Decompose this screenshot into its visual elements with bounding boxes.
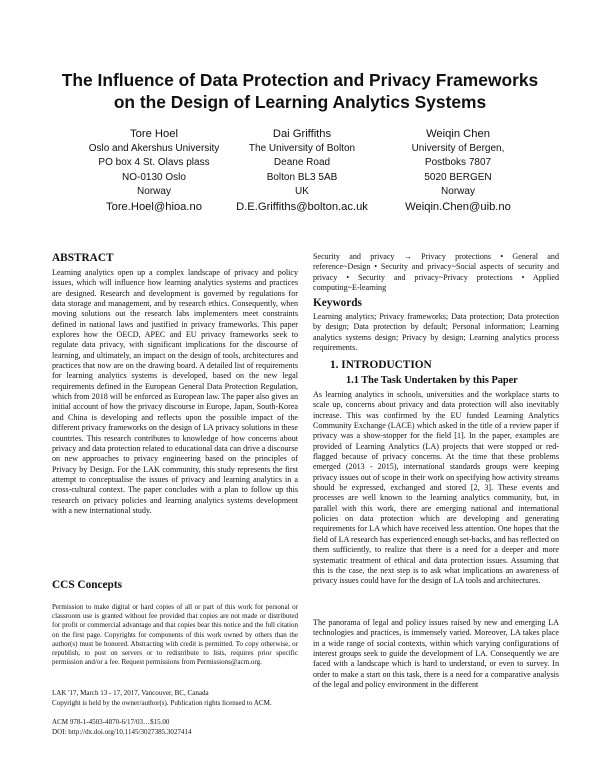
abstract-heading: ABSTRACT [52,252,114,264]
author-affiliation: University of Bergen, [411,143,505,155]
author-city: Bolton BL3 5AB [266,171,338,183]
author-email[interactable]: Weiqin.Chen@uib.no [405,201,511,214]
author-block-2 [212,127,392,214]
ccs-text: Security and privacy → Privacy protections • General and reference~Design • Security and privacy~Social aspects of security and privacy • Security and privacy~Privacy protections • Applied computing~E-learning [313,252,559,293]
author-address: Deane Road [273,157,331,169]
author-name: Dai Griffiths [272,128,332,140]
ccs-heading: CCS Concepts [52,579,122,591]
conference-line: LAK '17, March 13 - 17, 2017, Vancouver, BC, Canada [52,689,209,697]
subsection-heading: 1.1 The Task Undertaken by this Paper [346,375,518,386]
author-address: Postboks 7807 [424,157,492,169]
author-affiliation: Oslo and Akershus University [88,143,220,155]
author-affiliation: The University of Bolton [248,143,356,155]
author-city: NO-0130 Oslo [122,171,186,183]
introduction-heading: 1. INTRODUCTION [330,359,432,371]
author-email[interactable]: Tore.Hoel@hioa.no [106,201,202,214]
author-email[interactable]: D.E.Griffiths@bolton.ac.uk [236,201,368,214]
abstract-text: Learning analytics open up a complex landscape of privacy and policy issues, which will influence how learning analytics systems and practices are designed. Research and development is governed by regulations for data storage and management, and by research ethics. Consequently, when moving solutions out the research labs implementers meet constraints defined in national laws and justified in privacy frameworks. This paper explores how the OECD, APEC and EU privacy frameworks seek to regulate data privacy, with significant implications for the discourse of learning, and ultimately, an impact on the design of tools, architectures and practices that now are on the drawing board. A detailed list of requirements for learning analytics systems is developed, based on the new legal requirements defined in the European General Data Protection Regulation, which from 2018 will be enforced as European law. The paper also gives an initial account of how the privacy discourse in Europe, Japan, South-Korea and China is developing and reflects upon the possible impact of the different privacy frameworks on the design of LA privacy solutions in these countries. This research contributes to knowledge of how concerns about privacy and data protection related to educational data can drive a discourse on new approaches to privacy engineering based on the principles of Privacy by Design. For the LAK community, this study represents the first attempt to conceptualise the issues of privacy and learning analytics in a cross-cultural context. The paper concludes with a plan to follow up this research on privacy policies and learning analytics systems development with a new international study. [52,268,298,515]
permission-notice: Permission to make digital or hard copies of all or part of this work for personal or classroom use is granted without fee provided that copies are not made or distributed for profit or commercial advantage and that copies bear this notice and the full citation on the first page. Copyrights for components of this work owned by others than the author(s) must be honored. Abstracting with credit is permitted. To copy otherwise, or republish, to post on servers or to redistribute to lists, requires prior specific permission and/or a fee. Request permissions from Permissions@acm.org. [52,603,298,667]
intro-paragraph-2: The panorama of legal and policy issues raised by new and emerging LA technologies and practices, is immensely varied. Moreover, LA takes place in a wide range of social contexts, within which varying configurations of interest groups seek to guide the development of LA. Consequently we are faced with a landscape which is hard to understand, or even to survey. In order to make a start on this task, there is a need for a comparative analysis of the legal and policy environment in the different [313,618,559,690]
keywords-text: Learning analytics; Privacy frameworks; Data protection; Data protection by design; Data protection by default; Personal information; Learning analytics systems design; Privacy by design; Learning analytics process requirements. [313,312,559,353]
title-line-2: on the Design of Learning Analytics Systems [113,92,487,112]
keywords-heading: Keywords [313,297,362,309]
author-block-3 [368,127,548,214]
doi-line[interactable]: DOI: http://dx.doi.org/10.1145/3027385.3027414 [52,728,192,736]
author-name: Weiqin Chen [426,128,490,140]
author-country: UK [295,185,309,197]
author-country: Norway [441,185,475,197]
copyright-line: Copyright is held by the owner/author(s). Publication rights licensed to ACM. [52,699,272,707]
paper-title [30,69,570,113]
isbn-line: ACM 978-1-4503-4870-6/17/03…$15.00 [52,718,170,726]
author-address: PO box 4 St. Olavs plass [98,157,210,169]
title-line-1: The Influence of Data Protection and Privacy Frameworks [61,70,539,90]
intro-paragraph-1: As learning analytics in schools, universities and the workplace starts to scale up, concerns about privacy and data protection will also inevitably increase. This was confirmed by the EU funded Learning Analytics Community Exchange (LACE) which asked in the title of a review paper if privacy was a show-stopper for the field [1]. In the paper, examples are provided of Learning Analytics (LA) projects that were stopped or red-flagged because of privacy concerns. At the time that these problems emerged (2013 - 2015), international standards groups were keeping privacy issues out of scope in their work on specifying how activity streams should be expressed, exchanged and stored [2, 3]. These events and processes are well known to the learning analytics community, but, in parallel with this work, there are emerging national and international policies on data protection which are developing and generating requirements for LA which have received less attention. One hopes that the field of LA research has experienced enough set-backs, and has reflected on them sufficiently, to realize that there is a need for a deeper and more systematic treatment of ethical and data protection issues. Assuming that this is the case, the next step is to ask what implications an awareness of privacy issues could have for the design of LA tools and architectures. [313,390,559,586]
author-name: Tore Hoel [130,128,178,140]
author-city: 5020 BERGEN [424,171,492,183]
author-country: Norway [137,185,171,197]
